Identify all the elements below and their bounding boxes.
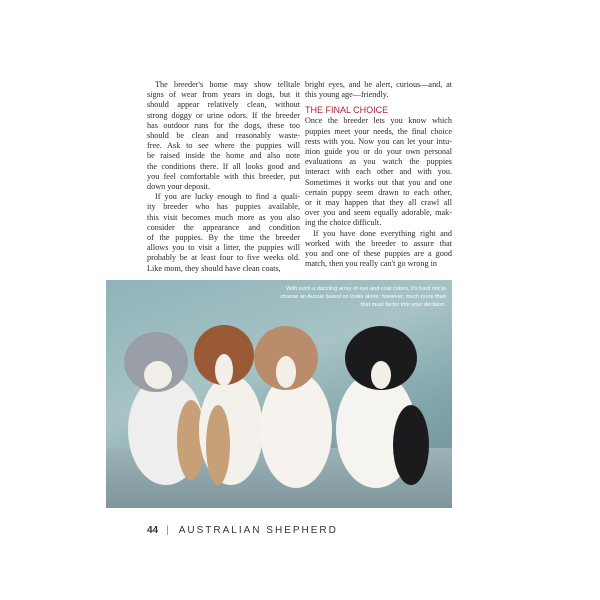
puppy-red-merle-2 [254,326,332,488]
text-line: the conditions there. If all looks good and [147,161,300,171]
footer-separator: | [166,525,171,536]
text-line: or it may happen that they all crawl all [305,198,452,208]
text-column-left [147,80,300,274]
text-line: this young age—friendly. [305,90,389,100]
text-line: free. Ask to see where the puppies will [147,141,300,151]
photo-caption: With such a dazzling array of eye and coat colors, it's hard not to choose an Aussie based on looks alone; however, much more than that must factor into your decision. [280,286,446,308]
text-line: ity breeder who has puppies available, [147,202,300,212]
text-line: strong doggy or urine odors. If the breeder [147,110,300,120]
book-title: AUSTRALIAN SHEPHERD [178,525,338,536]
text-line: If you are lucky enough to find a quali- [155,192,300,202]
text-line: has outdoor runs for the dogs, these too [147,120,300,130]
text-line: evaluations as you watch the puppies [305,157,452,167]
text-line: allows you to visit a litter, the puppies will [147,243,300,253]
section-heading: THE FINAL CHOICE [305,105,389,116]
puppies-illustration [106,280,452,508]
text-line: this visit becomes much more as you also [147,212,300,222]
text-line: ition guide you or do your own personal [305,147,452,157]
text-line: The breeder's home may show telltale [155,80,300,89]
text-line: puppies meet your needs, the final choice [305,126,452,136]
text-line: match, then you really can't go wrong in [305,259,437,269]
text-line: worked with the breeder to assure that [305,238,452,248]
text-line: bright eyes, and be alert, curious—and, at [305,80,452,89]
puppies-photo [106,280,452,508]
text-line: consider the appearance and condition [147,222,300,232]
text-line: rests with you. Now you can let your intu- [305,136,452,146]
page-number: 44 [147,525,159,536]
text-line: down your deposit. [147,182,210,192]
text-line: certain puppy seem drawn to each other, [305,187,452,197]
text-line: probably be at least four to five weeks old. [147,253,300,263]
text-line: signs of wear from years in dogs, but it [147,90,300,100]
puppy-black-tri [336,326,429,488]
text-line: Like mom, they should have clean coats, [147,263,281,273]
text-line: Sometimes it works out that you and one [305,177,452,187]
page-footer [147,525,338,536]
text-line: should appear relatively clean, without [147,100,300,110]
text-line: over you and seem equally adorable, mak- [305,208,452,218]
text-line: ing the choice difficult. [305,218,382,228]
text-line: you feel comfortable with this breeder, put [147,171,300,181]
puppy-red-merle [194,325,263,485]
puppy-blue-merle [124,332,205,485]
text-line: of the puppies. By the time the breeder [147,233,300,243]
text-line: you and one of these puppies are a good [305,249,452,259]
text-line: Once the breeder lets you know which [305,116,452,126]
text-line: be raised inside the home and also note [147,151,300,161]
text-line: interact with each other and with you. [305,167,452,177]
text-column-right [305,80,452,269]
text-line: If you have done everything right and [313,228,452,238]
text-line: should be clean and reasonably waste- [147,131,300,141]
